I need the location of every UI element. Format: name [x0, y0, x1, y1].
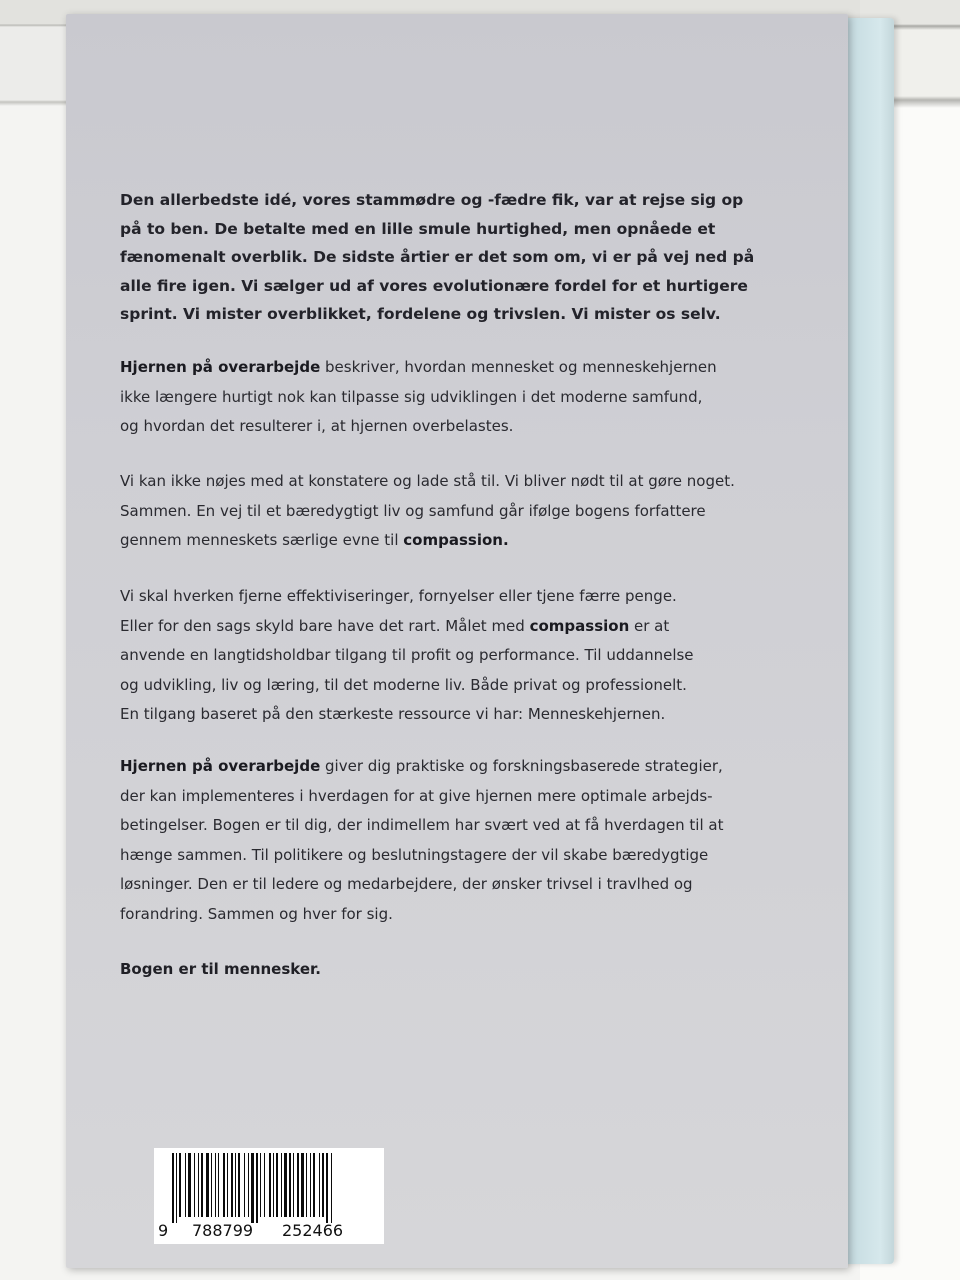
text-line: ikke længere hurtigt nok kan tilpasse sig udviklingen i det moderne samfund, — [120, 387, 703, 406]
text-line: anvende en langtidsholdbar tilgang til profit og performance. Til uddannelse — [120, 646, 694, 664]
text-line: Vi skal hverken fjerne effektiviseringer, fornyelser eller tjene færre penge. — [120, 587, 677, 605]
text-line: Sammen. En vej til et bæredygtigt liv og samfund går ifølge bogens forfattere — [120, 501, 706, 520]
text-fragment: gennem menneskets særlige evne til — [120, 531, 404, 549]
barcode-bar — [176, 1153, 177, 1223]
text-line: på to ben. De betalte med en lille smule hurtighed, men opnåede et — [120, 219, 716, 238]
compassion-bold: compassion — [529, 616, 630, 635]
barcode-bar — [273, 1153, 274, 1217]
text-line — [120, 752, 800, 782]
barcode-bar — [172, 1153, 174, 1223]
barcode-bar — [198, 1153, 199, 1217]
text-line: forandring. Sammen og hver for sig. — [120, 904, 393, 923]
barcode-bar — [211, 1153, 212, 1217]
barcode-bar — [313, 1153, 315, 1217]
text-line: der kan implementeres i hverdagen for at give hjernen mere optimale arbejds- — [120, 786, 713, 805]
barcode-digits-left: 788799 — [192, 1221, 254, 1240]
description-paragraph — [120, 353, 800, 442]
barcode-digits-right: 252466 — [282, 1221, 344, 1240]
compassion-bold: compassion. — [403, 531, 509, 549]
text-line: betingelser. Bogen er til dig, der indimellem har svært ved at få hverdagen til at — [120, 816, 724, 834]
closing-line: Bogen er til mennesker. — [120, 960, 321, 978]
barcode-bar — [223, 1153, 225, 1217]
barcode-bar — [260, 1153, 261, 1217]
barcode-bar — [248, 1153, 249, 1217]
barcode-bar — [227, 1153, 228, 1217]
text-line — [120, 353, 800, 383]
barcode-bar — [319, 1153, 320, 1217]
text-line: og udvikling, liv og læring, til det moderne liv. Både privat og professionelt. — [120, 675, 687, 694]
barcode-bar — [284, 1153, 287, 1217]
text-line: hænge sammen. Til politikere og beslutningstagere der vil skabe bæredygtige — [120, 845, 709, 864]
book-title-bold: Hjernen på overarbejde — [120, 358, 321, 376]
barcode-bar — [185, 1153, 186, 1217]
barcode-digits — [154, 1221, 384, 1243]
barcode-bar — [301, 1153, 304, 1217]
barcode-bar — [264, 1153, 265, 1217]
barcode-bar — [251, 1153, 254, 1223]
barcode-bar — [194, 1153, 195, 1217]
barcode-bar — [297, 1153, 299, 1217]
text-fragment: er at — [629, 616, 670, 635]
text-line: En tilgang baseret på den stærkeste ressource vi har: Menneskehjernen. — [120, 705, 666, 723]
text-line: Den allerbedste idé, vores stammødre og -fædre fik, var at rejse sig op — [120, 191, 744, 209]
intro-paragraph — [120, 186, 800, 329]
text-line: fænomenalt overblik. De sidste årtier er det som om, vi er på vej ned på — [120, 248, 755, 267]
barcode-bar — [179, 1153, 181, 1217]
barcode-bar — [256, 1153, 258, 1223]
barcode-bar — [206, 1153, 209, 1217]
barcode-bar — [289, 1153, 291, 1217]
barcode-digit-lead: 9 — [158, 1221, 169, 1240]
text-line — [120, 526, 800, 556]
barcode-bar — [306, 1153, 307, 1217]
text-fragment: Eller for den sags skyld bare have det rart. Målet med — [120, 616, 530, 635]
barcode-bar — [310, 1153, 311, 1217]
text-line — [120, 612, 800, 642]
barcode-bar — [326, 1153, 328, 1223]
text-line: og hvordan det resulterer i, at hjernen overbelastes. — [120, 417, 514, 435]
isbn-barcode — [154, 1148, 384, 1244]
barcode-bar — [238, 1153, 240, 1217]
barcode-bar — [231, 1153, 233, 1217]
barcode-bar — [281, 1153, 282, 1217]
text-line: løsninger. Den er til ledere og medarbejdere, der ønsker trivsel i travlhed og — [120, 875, 693, 893]
barcode-bar — [293, 1153, 294, 1217]
barcode-bar — [269, 1153, 271, 1217]
text-line: alle fire igen. Vi sælger ud af vores evolutionære fordel for et hurtigere — [120, 276, 748, 295]
barcode-bars — [172, 1153, 368, 1223]
barcode-bar — [235, 1153, 236, 1217]
barcode-bar — [201, 1153, 203, 1217]
text-fragment: beskriver, hvordan mennesket og menneskehjernen — [320, 358, 717, 376]
book-title-bold: Hjernen på overarbejde — [120, 757, 321, 775]
barcode-bar — [322, 1153, 324, 1217]
text-line: Vi kan ikke nøjes med at konstatere og lade stå til. Vi bliver nødt til at gøre noget. — [120, 472, 735, 490]
compassion-paragraph — [120, 467, 800, 556]
barcode-bar — [218, 1153, 219, 1217]
barcode-bar — [244, 1153, 245, 1217]
barcode-bar — [188, 1153, 191, 1217]
goal-paragraph — [120, 582, 800, 730]
barcode-bar — [215, 1153, 216, 1217]
text-line: sprint. Vi mister overblikket, fordelene og trivslen. Vi mister os selv. — [120, 305, 721, 324]
text-fragment: giver dig praktiske og forskningsbaserede strategier, — [320, 757, 723, 775]
barcode-bar — [331, 1153, 332, 1223]
barcode-bar — [276, 1153, 278, 1217]
strategies-paragraph — [120, 752, 800, 929]
